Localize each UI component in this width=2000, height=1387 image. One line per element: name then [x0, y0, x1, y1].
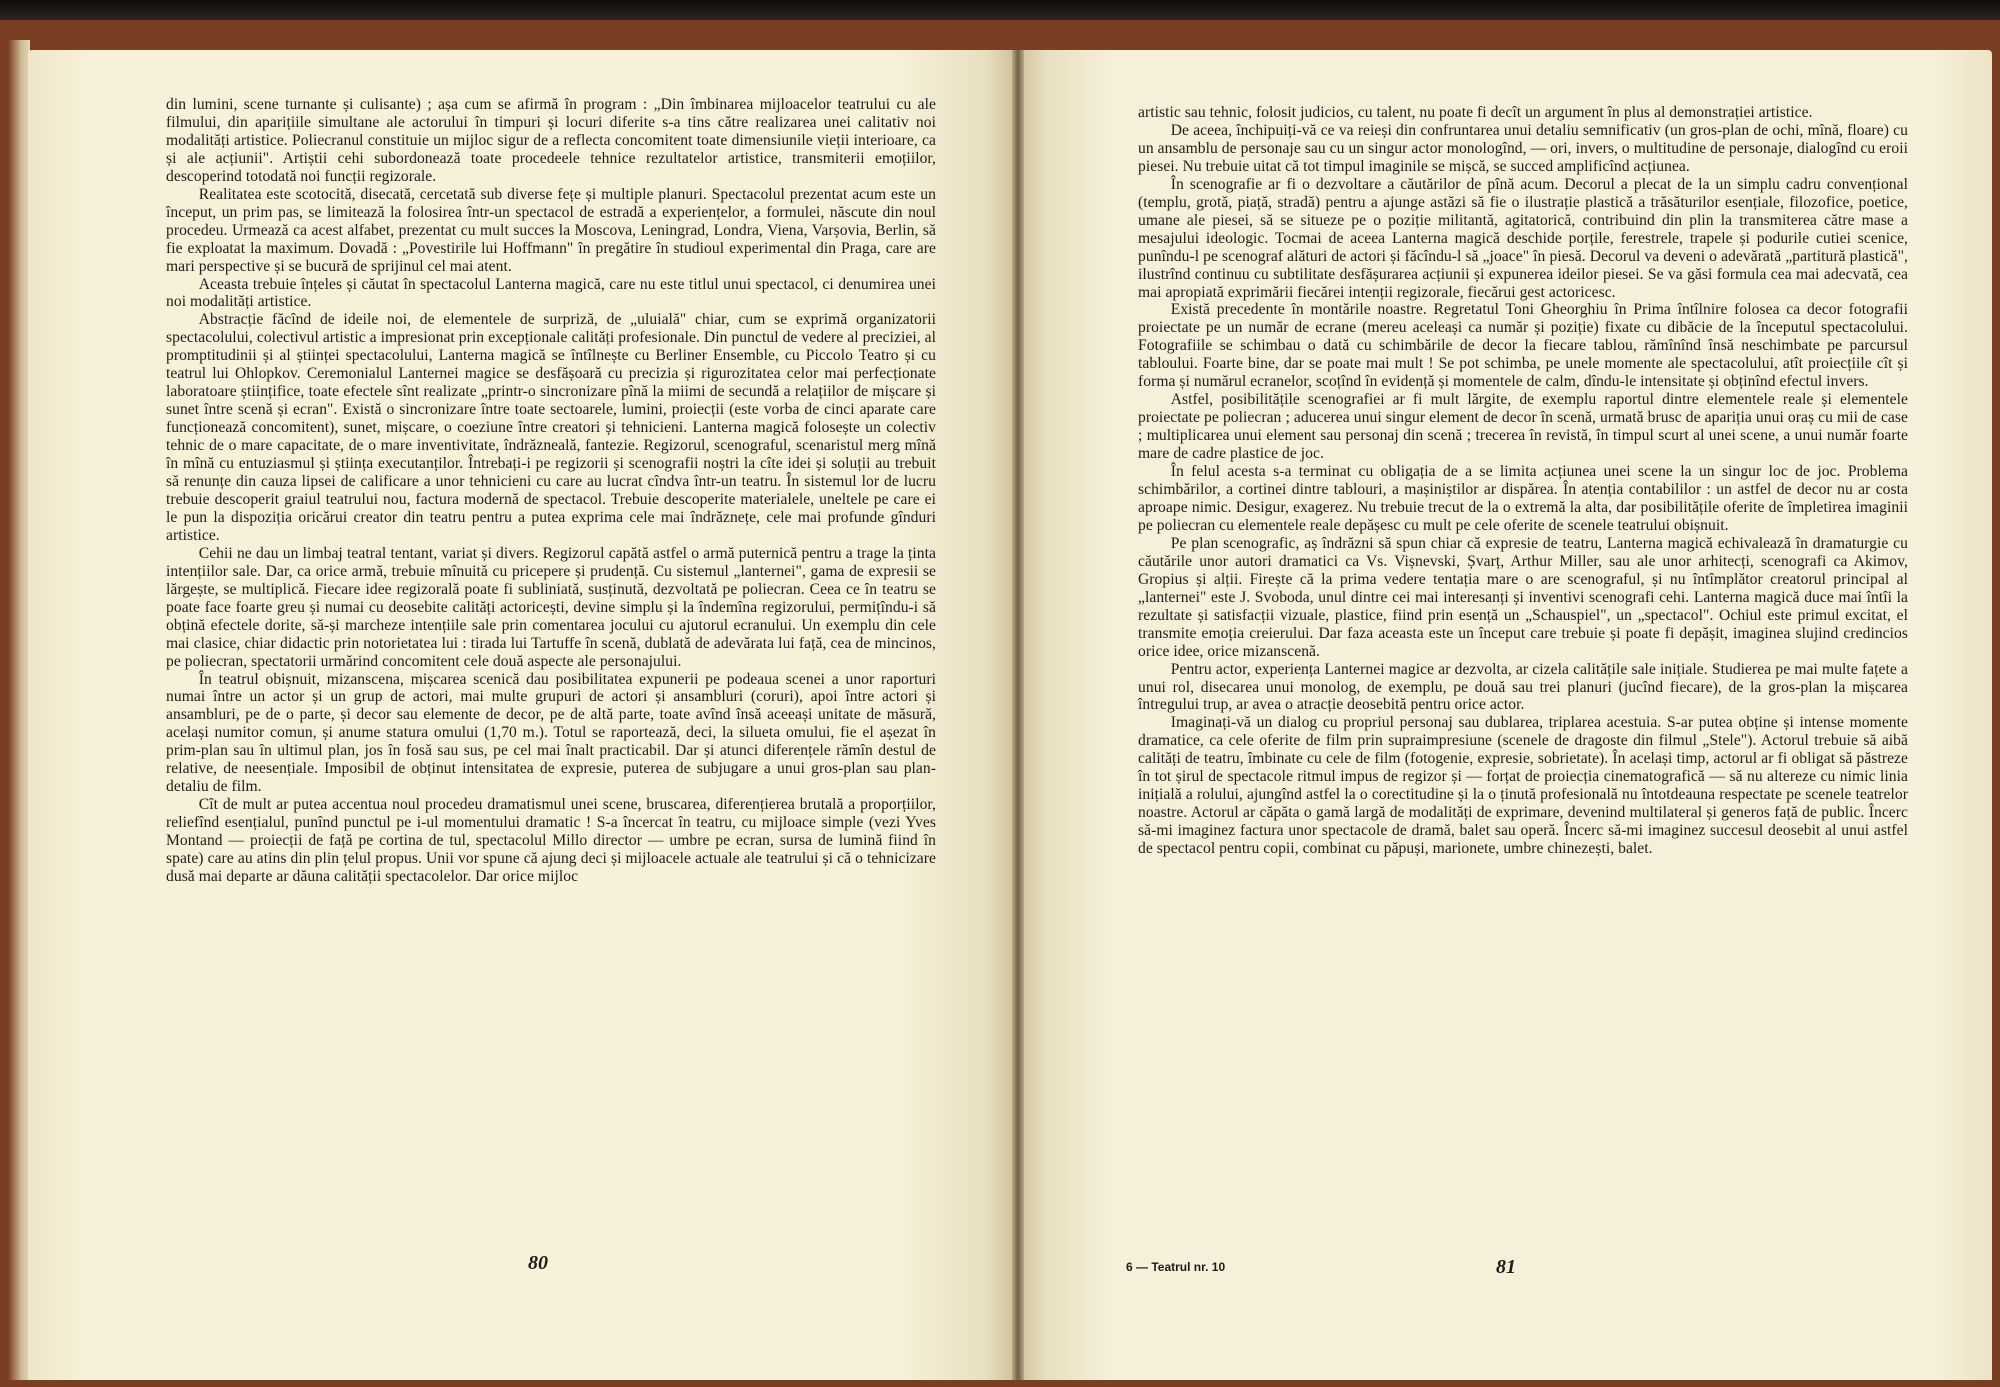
paragraph: De aceea, închipuiți-vă ce va reieși din confruntarea unui detaliu semnificativ (un gros-plan de ochi, mînă, floare) cu un ansamblu de personaje sau cu un singur actor monologînd, — ori, invers, o multitudine de personaje, dialogînd cu eroii piesei. Nu trebuie uitat că tot timpul imaginile se mișcă, se succed amplificînd acțiunea.: [1138, 121, 1908, 175]
right-page-text: [1138, 104, 1908, 858]
left-page: [28, 50, 1016, 1380]
paragraph: Există precedente în montările noastre. Regretatul Toni Gheorghiu în Prima întîlnire folosea ca decor fotografii proiectate pe un număr de ecrane (mereu aceleași ca număr și poziție) fixate cu dibăcie de la începutul spectacolului. Fotografiile se schimbau o dată cu schimbările de decor la fiecare tablou, rămînînd însă neschimbate pe parcursul tabloului. Foarte bine, dar se poate mai mult ! Se pot schimba, pe unele momente ale spectacolului, atît proiecțiile cît și forma și numărul ecranelor, scoțînd în evidență și momentele de calm, dîndu-le intensitate și obținînd efectul invers.: [1138, 301, 1908, 391]
book-top-edge: [0, 0, 2000, 20]
page-number: 80: [528, 1252, 548, 1274]
paragraph: Pentru actor, experiența Lanternei magice ar dezvolta, ar cizela calitățile sale inițiale. Studierea pe mai multe fațete a unui rol, disecarea unui monolog, de exemplu, pe două sau trei planuri (jucînd fiecare), de la gros-plan la mișcarea întregului trup, ar avea o atracție deosebită pentru orice actor.: [1138, 660, 1908, 714]
paragraph: Aceasta trebuie înțeles și căutat în spectacolul Lanterna magică, care nu este titlul unui spectacol, ci denumirea unei noi modalități artistice.: [166, 275, 936, 311]
paragraph: În felul acesta s-a terminat cu obligația de a se limita acțiunea unei scene la un singur loc de joc. Problema schimbărilor, a cortinei dintre tablouri, a mașiniștilor ar dispărea. În atenția contabililor : un astfel de decor nu ar costa aproape nimic. Desigur, exagerez. Nu trebuie trecut de la o extremă la alta, dar posibilitățile oferite de împletirea imaginii pe poliecran cu elementele reale depășesc cu mult pe cele oferite de scenele teatrului obișnuit.: [1138, 463, 1908, 534]
publication-footer: 6 — Teatrul nr. 10: [1126, 1260, 1226, 1274]
paragraph: Realitatea este scotocită, disecată, cercetată sub diverse fețe și multiple planuri. Spectacolul prezentat acum este un început, un prim pas, se limitează la folosirea într-un spectacol de estradă a experiențelor, a formulei, născute din noul procedeu. Urmează ca acest alfabet, prezentat cu mult succes la Moscova, Leningrad, Londra, Viena, Varșovia, Berlin, să fie exploatat la maximum. Dovadă : „Povestirile lui Hoffmann" în pregătire în studioul experimental din Praga, care are mari perspective și se bucură de sprijinul cel mai atent.: [166, 185, 936, 275]
paragraph: Abstracție făcînd de ideile noi, de elementele de surpriză, de „uluială" chiar, cum se exprimă organizatorii spectacolului, colectivul artistic a impresionat prin excepționale calități profesionale. Din punctul de vedere al preciziei, al promptitudinii și al științei spectacolului, Lanterna magică se întîlnește cu Berliner Ensemble, cu Piccolo Teatro și cu teatrul lui Ohlopkov. Ceremonialul Lanternei magice se desfășoară cu precizia și rigurozitatea celor mai perfecționate laboratoare științifice, toate efectele sînt realizate „printr-o sincronizare pînă la miimi de secundă a relațiilor de mișcare și sunet între scenă și ecran". Există o sincronizare între toate sectoarele, lumini, proiecții (este vorba de cinci aparate care funcționează concomitent), sunet, mișcare, o coeziune între creatori și tehnicieni. Lanterna magică folosește un colectiv tehnic de o mare capacitate, de o mare inventivitate, îndrăzneală, fantezie. Regizorul, scenograful, scenaristul merg mînă în mînă cu entuziasmul și știința executanților. Întrebați-i pe regizorii și scenografii noștri la cîte idei și soluții au trebuit să renunțe din cauza lipsei de calificare a unor tehnicieni cu care au lucrat cîndva într-un teatru. În sistemul lor de lucru trebuie descoperit graiul teatrului nou, factura modernă de spectacol. Trebuie descoperite materialele, uneltele pe care ei le pun la dispoziția oricărui creator din teatru pentru a putea exprima cele mai îndrăznețe, cele mai profunde gînduri artistice.: [166, 311, 936, 544]
page-number: 81: [1496, 1256, 1516, 1278]
paragraph: Imaginați-vă un dialog cu propriul personaj sau dublarea, triplarea acestuia. S-ar putea obține și intense momente dramatice, ca cele oferite de film prin supraimpresiune (scenele de dragoste din filmul „Stele"). Actorul trebuie să aibă calități de teatru, îmbinate cu cele de film (fotogenie, expresie, sobrietate). În același timp, actorul ar fi obligat să păstreze în tot șirul de spectacole ritmul impus de regizor și — forțat de proiecția cinematografică — să nu altereze cu nimic linia inițială a rolului, ajungînd astfel la o corectitudine și la o ținută profesională nu întotdeauna respectate pe scenele teatrelor noastre. Actorul ar căpăta o gamă largă de modalități de exprimare, devenind multilateral și generos față de public. Încerc să-mi imaginez factura unor spectacole de dramă, balet sau operă. Încerc să-mi imaginez succesul deosebit al unui astfel de spectacol pentru copii, combinat cu păpuși, marionete, umbre chinezești, balet.: [1138, 714, 1908, 858]
paragraph: Astfel, posibilitățile scenografiei ar fi mult lărgite, de exemplu raportul dintre elementele reale și elementele proiectate pe poliecran ; aducerea unui singur element de decor în scenă, urmată brusc de apariția unui oraș cu mii de case ; multiplicarea unui element sau personaj din scenă ; trecerea în revistă, în timpul scurt al unei scene, a unui număr foarte mare de cadre plastice de joc.: [1138, 391, 1908, 463]
book-gutter: [1012, 50, 1024, 1380]
page-stack-edge: [8, 40, 30, 1380]
paragraph: Cît de mult ar putea accentua noul procedeu dramatismul unei scene, bruscarea, diferențierea brutală a proporțiilor, reliefînd esențialul, punînd punctul pe i-ul momentului dramatic ! S-a încercat în teatru, cu mijloace simple (vezi Yves Montand — proiecții de față pe cortina de tul, spectacolul Millo director — umbre pe ecran, sursa de lumină fiind în spate) care au atins din plin țelul propus. Unii vor spune că ajung deci și mijloacele actuale ale teatrului și că o tehnicizare dusă mai departe ar dăuna calității spectacolelor. Dar orice mijloc: [166, 796, 936, 885]
paragraph: Pe plan scenografic, aș îndrăzni să spun chiar că expresie de teatru, Lanterna magică echivalează în dramaturgie cu căutările unor autori dramatici ca Vs. Vișnevski, Șvarț, Arthur Miller, sau ale unor arhitecți, scenografi ca Akimov, Gropius și alții. Firește că la prima vedere tentația mare o are scenograful, și nu întîmplător creatorul principal al „lanternei" este J. Svoboda, unul dintre cei mai interesanți și inventivi scenografi cehi. Lanterna magică duce mai întîi la rezultate și satisfacții vizuale, plastice, fiind prin esență un „Schauspiel", un „spectacol". Ochiul este primul excitat, el transmite emoția creierului. Dar faza aceasta este un început care trebuie și poate fi depășit, imaginea slujind credincios orice idee, orice mizanscenă.: [1138, 534, 1908, 660]
paragraph: din lumini, scene turnante și culisante) ; așa cum se afirmă în program : „Din îmbinarea mijloacelor teatrului cu ale filmului, din aparițiile simultane ale actorului în timpuri și locuri diferite s-a tins către realizarea unei calitativ noi modalități artistice. Poliecranul constituie un mijloc sigur de a reflecta concomitent toate dimensiunile vieții interioare, ca și ale acțiunii". Artiștii cehi subordonează toate procedeele tehnice rezultatelor artistice, transmiterii emoțiilor, descoperind totodată noi funcții regizorale.: [166, 96, 936, 185]
left-page-text: [166, 96, 936, 886]
paragraph: În teatrul obișnuit, mizanscena, mișcarea scenică dau posibilitatea expunerii pe podeaua scenei a unor raporturi numai între un actor și un grup de actori, mai multe grupuri de actori și ansambluri (coruri), apoi între actori și ansambluri, pe de o parte, și decor sau elemente de decor, pe de altă parte, toate avînd însă aceeași unitate de măsură, același numitor comun, și anume statura omului (1,70 m.). Totul se raportează, deci, la silueta omului, fie el așezat în prim-plan sau în ultimul plan, jos în fosă sau sus, pe cel mai înalt practicabil. Dar și atunci diferențele rămîn destul de relative, de neesențiale. Imposibil de obținut intensitatea de expresie, puterea de subjugare a unui gros-plan sau plan-detaliu de film.: [166, 670, 936, 796]
paragraph: artistic sau tehnic, folosit judicios, cu talent, nu poate fi decît un argument în plus al demonstrației artistice.: [1138, 104, 1813, 121]
paragraph: Cehii ne dau un limbaj teatral tentant, variat și divers. Regizorul capătă astfel o armă puternică pentru a trage la ținta intențiilor sale. Dar, ca orice armă, trebuie mînuită cu pricepere și prudență. Cu sistemul „lanternei", gama de expresii se lărgește, se multiplică. Fiecare idee regizorală poate fi subliniată, susținută, dezvoltată pe poliecran. Ceea ce în teatru se poate face foarte greu și numai cu deosebite calități actoricești, devine simplu și la îndemîna regizorului, permițîndu-i să obțină efectele dorite, să-și marcheze intențiile sale prin comentarea jocului cu ajutorul ecranului. Un exemplu din cele mai clasice, chiar didactic prin notorietatea lui : tirada lui Tartuffe în scenă, dublată de adevărata lui față, cea de mincinos, pe poliecran, spectatorii urmărind concomitent cele două aspecte ale personajului.: [166, 544, 936, 670]
right-page: [1018, 50, 1992, 1380]
paragraph: În scenografie ar fi o dezvoltare a căutărilor de pînă acum. Decorul a plecat de la un simplu cadru convențional (templu, grotă, piață, stradă) pentru a ajunge astăzi să fie o ilustrație plastică a trăsăturilor esențiale, filozofice, poetice, umane ale piesei, să se situeze pe o poziție militantă, agitatorică, contribuind din plin la transmiterea către mase a mesajului ideologic. Tocmai de aceea Lanterna magică deschide porțile, ferestrele, trapele și podurile cutiei scenice, punîndu-l pe scenograf alături de actori și făcîndu-l să „joace" în piesă. Decorul va deveni o adevărată „partitură plastică", ilustrînd continuu cu subtilitate desfășurarea acțiunii și expunerea ideilor piesei. Se va găsi formula cea mai adecvată, cea mai apropiată exprimării fiecărei intenții regizorale, fiecărui gest actoricesc.: [1138, 175, 1908, 301]
